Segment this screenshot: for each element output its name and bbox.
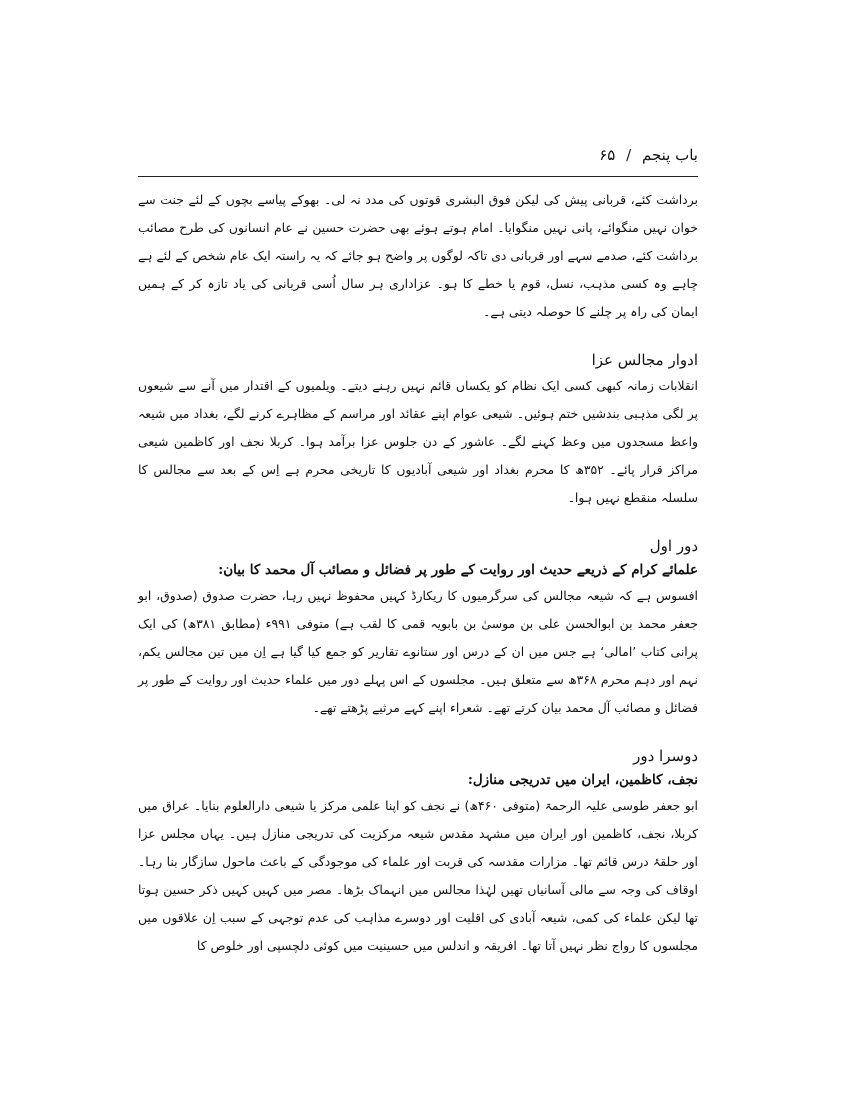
spacer [138, 722, 698, 744]
chapter-title [599, 146, 698, 164]
chapter-title-text: باب پنجم [641, 146, 698, 164]
spacer [138, 512, 698, 534]
header-rule [138, 176, 698, 177]
section-heading-doosra-daur: دوسرا دور [633, 747, 698, 765]
section-subheading-doosra-daur: نجف، کاظمین، ایران میں تدریجی منازل: [467, 772, 698, 788]
header-separator: / [626, 146, 632, 164]
page-content [138, 186, 698, 960]
section-subheading-daur-awwal: علمائے کرام کے ذریعے حدیث اور روایت کے طور پر فضائل و مصائب آل محمد کا بیان: [218, 562, 698, 578]
spacer [138, 326, 698, 348]
section-paragraph-majalis: انقلابات زمانہ کبھی کسی ایک نظام کو یکساں قائم نہیں رہنے دیتے۔ ویلمیوں کے اقتدار میں آنے سے شیعوں پر لگی مذہبی بندشیں ختم ہوئیں۔ شیعی عوام اپنے عقائد اور مراسم کے مظاہرے کرنے لگے، بغداد میں شیعہ واعظ مسجدوں میں وعظ کہنے لگے۔ عاشور کے دن جلوس عزا برآمد ہوا۔ کربلا نجف اور کاظمین شیعی مراکز قرار پائے۔ ۳۵۲ھ کا محرم بغداد اور شیعی آبادیوں کا تاریخی محرم ہے اِس کے بعد سے مجالس کا سلسلہ منقطع نہیں ہوا۔ [138, 378, 698, 505]
intro-paragraph: برداشت کئے، قربانی پیش کی لیکن فوق البشری قوتوں کی مدد نہ لی۔ بھوکے پیاسے بچوں کے لئے جنت سے خوان نہیں منگوائے، پانی نہیں منگوایا۔ امام ہوتے ہوئے بھی حضرت حسین نے عام انسانوں کی طرح مصائب برداشت کئے، صدمے سہے اور قربانی دی تاکہ لوگوں پر واضح ہو جائے کہ یہ راستہ ایک عام شخص کے لئے ہے چاہے وہ کسی مذہب، نسل، قوم یا خطے کا ہو۔ عزاداری ہر سال اُسی قربانی کی یاد تازہ کر کے ہمیں ایمان کی راہ پر چلنے کا حوصلہ دیتی ہے۔ [138, 192, 698, 319]
page-number: ۶۵ [599, 146, 616, 164]
section-paragraph-daur-awwal: افسوس ہے کہ شیعہ مجالس کی سرگرمیوں کا ریکارڈ کہیں محفوظ نہیں رہا، حضرت صدوق (صدوق، ابو جعفر محمد بن ابوالحسن علی بن موسیٰ بن بابویہ قمی کا لقب ہے) متوفی ۹۹۱ء (مطابق ۳۸۱ھ) کی ایک پرانی کتاب ’امالی‘ ہے جس میں ان کے درس اور ستانوے تقاریر کو جمع کیا گیا ہے اِن میں تین مجالس یکم، نہم اور دہم محرم ۳۶۸ھ سے متعلق ہیں۔ مجلسوں کے اس پہلے دور میں علماء حدیث اور روایت کے طور پر فضائل و مصائب آل محمد بیان کرتے تھے۔ شعراء اپنے کہے مرثیے پڑھتے تھے۔ [138, 588, 698, 715]
section-paragraph-doosra-daur: ابو جعفر طوسی علیہ الرحمۃ (متوفی ۴۶۰ھ) نے نجف کو اپنا علمی مرکز یا شیعی دارالعلوم بنایا۔ عراق میں کربلا، نجف، کاظمین اور ایران میں مشہد مقدس شیعہ مرکزیت کی تدریجی منازل ہیں۔ یہاں مجلس عزا اور حلقۂ درس قائم تھا۔ مزارات مقدسہ کی قربت اور علماء کی موجودگی کے باعث ماحول سازگار بنا رہا۔ اوقاف کی وجہ سے مالی آسانیاں تھیں لہٰذا مجالس میں انہماک بڑھا۔ مصر میں کہیں کہیں ذکر حسین ہوتا تھا لیکن علماء کی کمی، شیعہ آبادی کی اقلیت اور دوسرے مذاہب کی عدم توجہی کے سبب اِن علاقوں میں مجلسوں کا رواج نظر نہیں آتا تھا۔ افریقہ و اندلس میں حسینیت میں کوئی دلچسپی اور خلوص کا [138, 798, 699, 953]
section-heading-daur-awwal: دور اول [649, 537, 698, 555]
section-heading-majalis: ادوار مجالس عزا [591, 351, 698, 369]
running-header [138, 146, 698, 170]
